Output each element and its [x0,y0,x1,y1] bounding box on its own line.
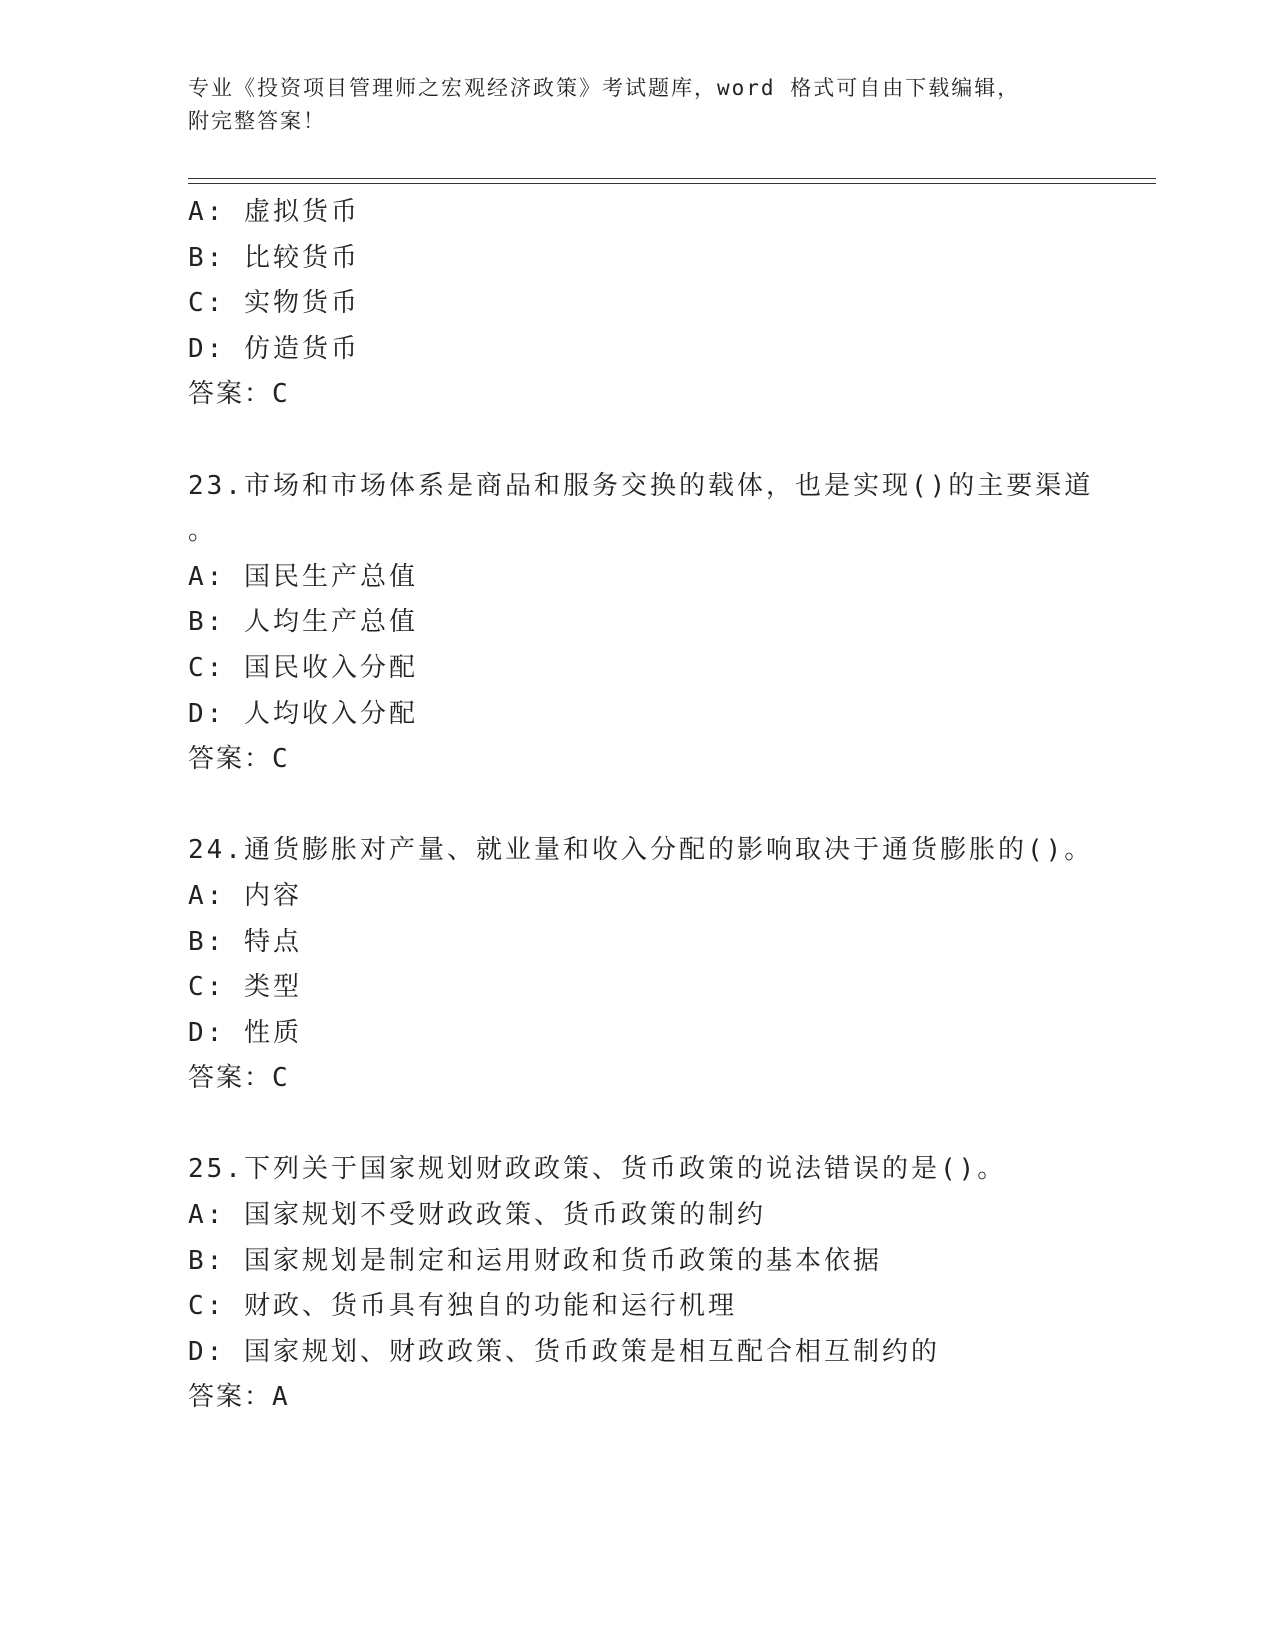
question-list [188,190,1148,1421]
question-text-continued: 。 [188,516,218,547]
answer-line: 答案：A [188,1382,290,1413]
option-a: A: 内容 [188,880,302,911]
option-c: C: 实物货币 [188,288,360,319]
answer-line: 答案：C [188,379,290,410]
option-d: D: 国家规划、财政政策、货币政策是相互配合相互制约的 [188,1336,940,1367]
question-23 [188,464,1148,783]
option-b: B: 人均生产总值 [188,607,418,638]
question-22-continued [188,190,1148,418]
question-text: 23.市场和市场体系是商品和服务交换的载体，也是实现()的主要渠道 [188,470,1094,501]
spacer [188,418,1148,464]
question-text: 25.下列关于国家规划财政政策、货币政策的说法错误的是()。 [188,1154,1007,1185]
question-text: 24.通货膨胀对产量、就业量和收入分配的影响取决于通货膨胀的()。 [188,835,1094,866]
header-line-1: 专业《投资项目管理师之宏观经济政策》考试题库，word 格式可自由下载编辑， [188,76,1021,100]
header-divider-bottom [188,183,1156,184]
option-b: B: 国家规划是制定和运用财政和货币政策的基本依据 [188,1245,882,1276]
spacer [188,783,1148,829]
answer-line: 答案：C [188,744,290,775]
document-header [188,72,1088,138]
header-divider-top [188,178,1156,179]
question-25 [188,1147,1148,1421]
option-a: A: 国家规划不受财政政策、货币政策的制约 [188,1200,766,1231]
answer-line: 答案：C [188,1063,290,1094]
option-b: B: 特点 [188,926,302,957]
option-a: A: 国民生产总值 [188,561,418,592]
option-c: C: 国民收入分配 [188,652,418,683]
option-d: D: 性质 [188,1017,302,1048]
option-d: D: 仿造货币 [188,333,360,364]
question-24 [188,828,1148,1102]
option-d: D: 人均收入分配 [188,698,418,729]
option-b: B: 比较货币 [188,242,360,273]
spacer [188,1102,1148,1148]
option-c: C: 类型 [188,972,302,1003]
option-a: A: 虚拟货币 [188,197,360,227]
option-c: C: 财政、货币具有独自的功能和运行机理 [188,1291,737,1322]
header-line-2: 附完整答案！ [188,109,326,133]
